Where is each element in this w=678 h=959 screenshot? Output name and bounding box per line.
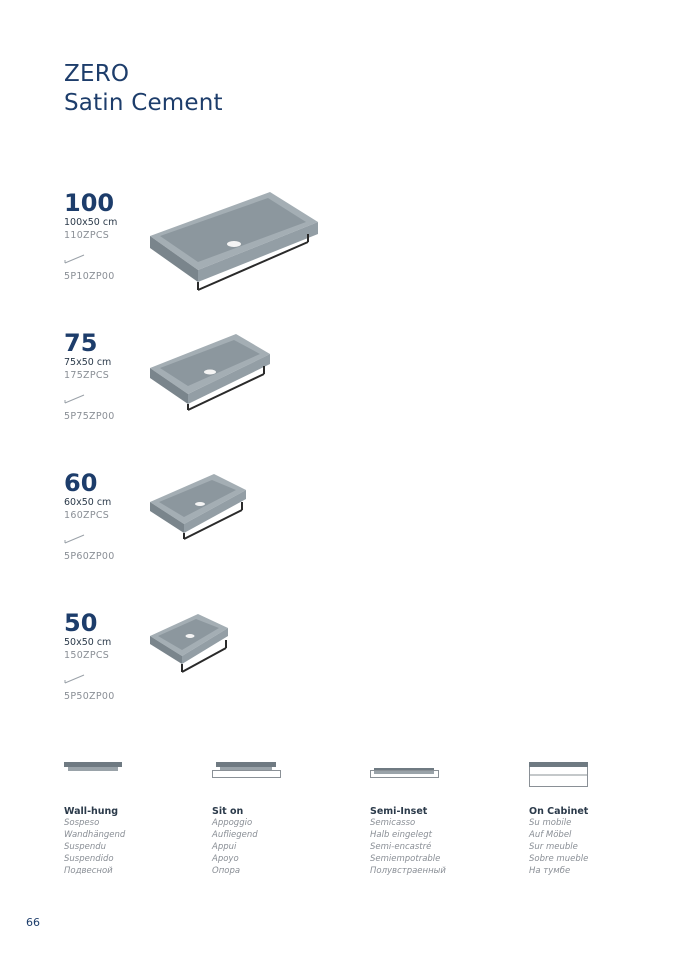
accessory-code: 5P10ZP00 [64, 271, 115, 282]
translation: Semiempotrable [370, 854, 441, 864]
install-name: Semi-Inset [370, 806, 428, 817]
washbasin-100-image [148, 190, 320, 296]
size-number: 100 [64, 189, 115, 217]
semi-inset-icon [370, 758, 442, 788]
towel-bar-icon [64, 532, 86, 544]
install-name: On Cabinet [529, 806, 589, 817]
translation: Suspendu [64, 842, 107, 852]
translation: Semicasso [370, 818, 416, 828]
sit-on-icon [212, 758, 284, 788]
translation: Suspendido [64, 854, 114, 864]
translation: Appoggio [212, 818, 253, 828]
translation: Aufliegend [212, 830, 258, 840]
install-sit-on [212, 758, 342, 877]
on-cabinet-icon [529, 758, 591, 788]
size-number: 75 [64, 329, 98, 357]
washbasin-75-image [148, 332, 274, 414]
product-code: 160ZPCS [64, 510, 110, 521]
wall-hung-icon [64, 758, 128, 788]
product-code: 175ZPCS [64, 370, 110, 381]
dimensions: 75x50 cm [64, 357, 112, 368]
translation: Su mobile [529, 818, 572, 828]
translation: Sospeso [64, 818, 100, 828]
dimensions: 60x50 cm [64, 497, 112, 508]
translation: Apoyo [212, 854, 239, 864]
accessory-code: 5P60ZP00 [64, 551, 115, 562]
translation: Подвесной [64, 866, 113, 876]
dimensions: 100x50 cm [64, 217, 118, 228]
page-title [64, 60, 223, 118]
washbasin-50-image [148, 612, 232, 676]
accessory-code: 5P50ZP00 [64, 691, 115, 702]
translation: Sobre mueble [529, 854, 589, 864]
product-code: 110ZPCS [64, 230, 110, 241]
towel-bar-icon [64, 252, 86, 264]
translation: Wandhängend [64, 830, 126, 840]
dimensions: 50x50 cm [64, 637, 112, 648]
product-code: 150ZPCS [64, 650, 110, 661]
translation: Semi-encastré [370, 842, 432, 852]
accessory-code: 5P75ZP00 [64, 411, 115, 422]
washbasin-60-image [148, 472, 250, 542]
translation: Appui [212, 842, 237, 852]
install-wall-hung [64, 758, 194, 877]
towel-bar-icon [64, 392, 86, 404]
title-series: ZERO [64, 61, 130, 87]
translation: Auf Möbel [529, 830, 572, 840]
install-on-cabinet [529, 758, 659, 877]
install-semi-inset [370, 758, 500, 877]
translation: Sur meuble [529, 842, 578, 852]
page-number: 66 [26, 916, 40, 929]
install-name: Wall-hung [64, 806, 119, 817]
title-finish: Satin Cement [64, 90, 223, 116]
install-name: Sit on [212, 806, 244, 817]
translation: Halb eingelegt [370, 830, 432, 840]
size-number: 60 [64, 469, 98, 497]
translation: Опора [212, 866, 241, 876]
towel-bar-icon [64, 672, 86, 684]
size-number: 50 [64, 609, 98, 637]
translation: На тумбе [529, 866, 571, 876]
translation: Полувстраенный [370, 866, 446, 876]
